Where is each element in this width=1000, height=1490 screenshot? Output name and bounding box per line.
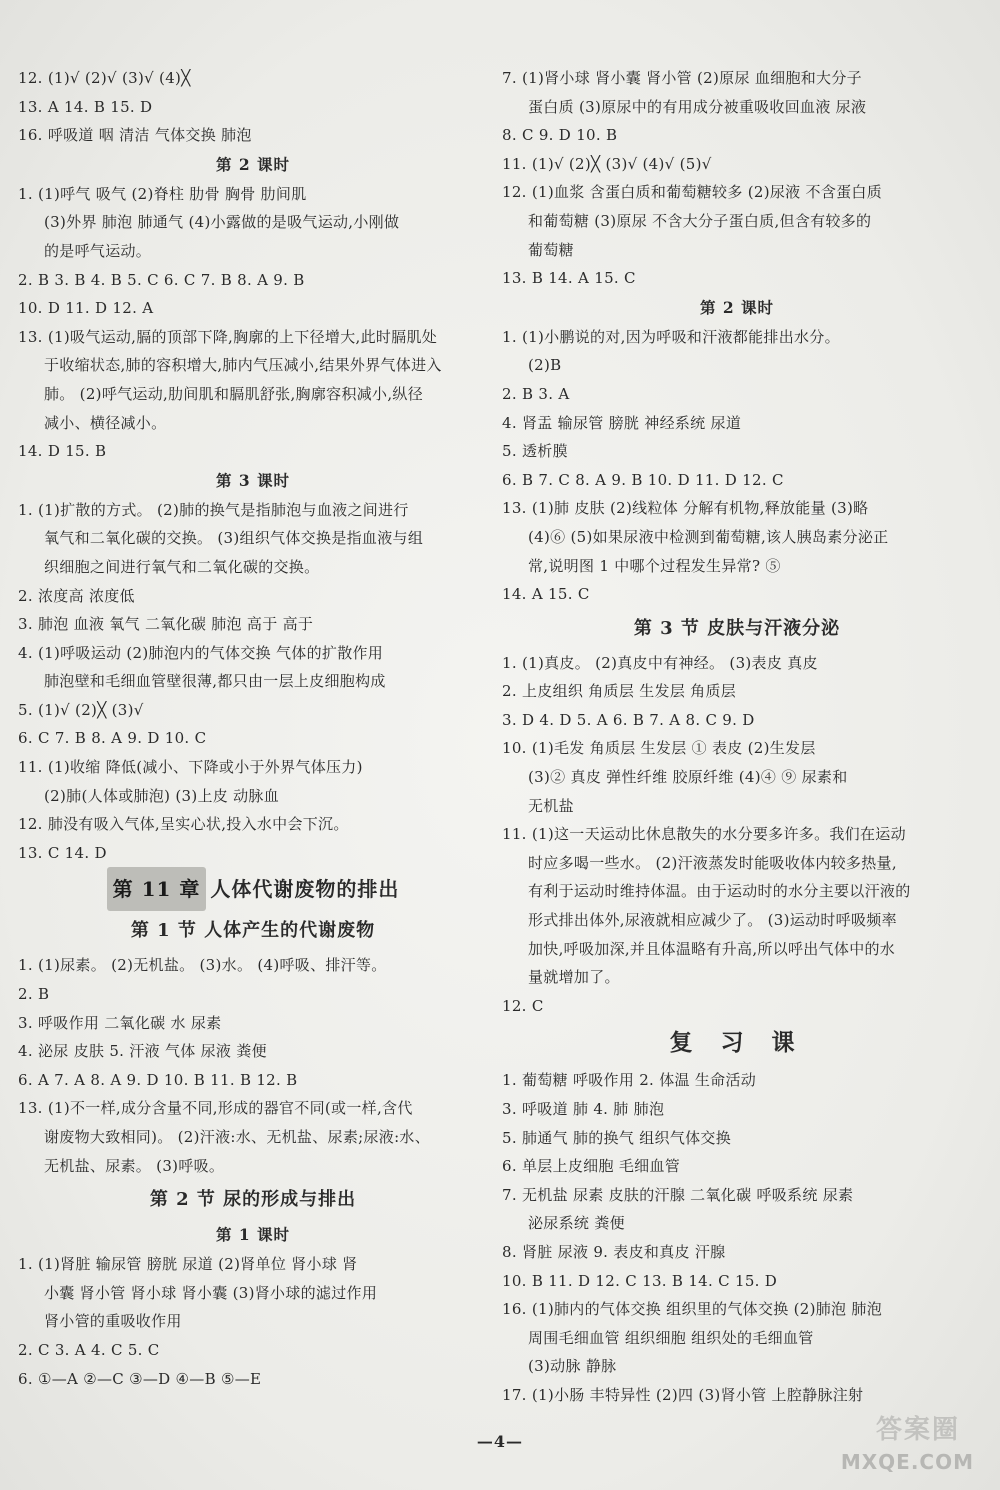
answer-line: 织细胞之间进行氧气和二氧化碳的交换。 — [44, 557, 320, 576]
right-column — [502, 64, 972, 1410]
answer-line: 13. C 14. D — [18, 843, 107, 862]
lesson-heading: 第 3 课时 — [215, 470, 291, 490]
answer-line: 16. 呼吸道 咽 清洁 气体交换 肺泡 — [18, 126, 252, 145]
answer-line: 的是呼气运动。 — [44, 241, 152, 260]
answer-line: 肺泡壁和毛细血管壁很薄,都只由一层上皮细胞构成 — [44, 672, 386, 691]
answer-line: 13. B 14. A 15. C — [502, 269, 636, 288]
answer-line: 12. 肺没有吸入气体,呈实心状,投入水中会下沉。 — [18, 815, 349, 834]
answer-line: 3. 肺泡 血液 氧气 二氧化碳 肺泡 高于 高于 — [18, 615, 314, 634]
answer-line: 8. 肾脏 尿液 9. 表皮和真皮 汗腺 — [502, 1242, 726, 1261]
answer-line: 周围毛细血管 组织细胞 组织处的毛细血管 — [528, 1328, 814, 1347]
answer-line: 11. (1)收缩 降低(减小、下降或小于外界气体压力) — [18, 758, 363, 777]
left-column — [18, 64, 488, 1393]
answer-line: 12. C — [502, 996, 544, 1015]
chapter-heading — [18, 867, 488, 911]
answer-line: 10. D 11. D 12. A — [18, 299, 154, 318]
answer-line: 13. (1)吸气运动,膈的顶部下降,胸廓的上下径增大,此时膈肌处 — [18, 327, 438, 346]
answer-line: 蛋白质 (3)原尿中的有用成分被重吸收回血液 尿液 — [528, 97, 867, 116]
answer-line: 3. D 4. D 5. A 6. B 7. A 8. C 9. D — [502, 710, 755, 729]
page-number: —4— — [476, 1432, 524, 1451]
answer-line: 3. 呼吸作用 二氧化碳 水 尿素 — [18, 1013, 222, 1032]
section-heading: 第 3 节 皮肤与汗液分泌 — [633, 617, 841, 639]
answer-line: 于收缩状态,肺的容积增大,肺内气压减小,结果外界气体进入 — [44, 356, 442, 375]
answer-line: 16. (1)肺内的气体交换 组织里的气体交换 (2)肺泡 肺泡 — [502, 1300, 883, 1319]
answer-line: 13. (1)不一样,成分含量不同,形成的器官不同(或一样,含代 — [18, 1099, 413, 1118]
answer-line: 8. C 9. D 10. B — [502, 126, 618, 145]
answer-line: 10. B 11. D 12. C 13. B 14. C 15. D — [502, 1271, 778, 1290]
answer-line: 3. 呼吸道 肺 4. 肺 肺泡 — [502, 1100, 665, 1118]
chapter-tag: 第 11 章 — [107, 867, 207, 911]
answer-line: 12. (1)血浆 含蛋白质和葡萄糖较多 (2)尿液 不含蛋白质 — [502, 183, 883, 202]
answer-line: 2. 上皮组织 角质层 生发层 角质层 — [502, 682, 737, 701]
answer-line: 2. C 3. A 4. C 5. C — [18, 1340, 160, 1359]
lesson-heading: 第 2 课时 — [699, 297, 775, 317]
answer-line: 减小、横径减小。 — [44, 413, 167, 432]
answer-line: 1. (1)肾脏 输尿管 膀胱 尿道 (2)肾单位 肾小球 肾 — [18, 1255, 358, 1274]
answer-line: 有利于运动时维持体温。由于运动时的水分主要以汗液的 — [528, 882, 911, 901]
answer-line: (2)B — [528, 356, 562, 375]
answer-line: 量就增加了。 — [528, 968, 620, 987]
answer-line: 17. (1)小肠 丰特异性 (2)四 (3)肾小管 上腔静脉注射 — [502, 1385, 864, 1404]
answer-line: 6. A 7. A 8. A 9. D 10. B 11. B 12. B — [18, 1070, 298, 1089]
answer-line: 2. B 3. B 4. B 5. C 6. C 7. B 8. A 9. B — [18, 270, 305, 289]
answer-line: 6. B 7. C 8. A 9. B 10. D 11. D 12. C — [502, 470, 784, 489]
answer-line: (4)⑥ (5)如果尿液中检测到葡萄糖,该人胰岛素分泌正 — [528, 527, 889, 546]
answer-line: 1. (1)尿素。 (2)无机盐。 (3)水。 (4)呼吸、排汗等。 — [18, 956, 387, 975]
answer-line: 4. 泌尿 皮肤 5. 汗液 气体 尿液 粪便 — [18, 1042, 267, 1061]
answer-line: 1. (1)小鹏说的对,因为呼吸和汗液都能排出水分。 — [502, 327, 840, 346]
answer-line: 1. (1)真皮。 (2)真皮中有神经。 (3)表皮 真皮 — [502, 653, 818, 672]
answer-line: 4. 肾盂 输尿管 膀胱 神经系统 尿道 — [502, 413, 742, 432]
answer-line: 无机盐、尿素。 (3)呼吸。 — [44, 1156, 225, 1175]
answer-line: 10. (1)毛发 角质层 生发层 ① 表皮 (2)生发层 — [502, 739, 816, 758]
answer-line: 无机盐 — [528, 796, 574, 815]
answer-line: 5. 透析膜 — [502, 442, 568, 461]
answer-line: 14. D 15. B — [18, 442, 107, 461]
answer-line: 2. 浓度高 浓度低 — [18, 586, 135, 605]
answer-line: 1. 葡萄糖 呼吸作用 2. 体温 生命活动 — [502, 1071, 757, 1090]
watermark-site: MXQE.COM — [840, 1450, 974, 1474]
answer-line: 4. (1)呼吸运动 (2)肺泡内的气体交换 气体的扩散作用 — [18, 643, 384, 662]
section-heading: 第 2 节 尿的形成与排出 — [149, 1189, 357, 1211]
lesson-heading: 第 2 课时 — [215, 154, 291, 174]
answer-line: 11. (1)√ (2)╳ (3)√ (4)√ (5)√ — [502, 154, 712, 173]
answer-line: 6. ①—A ②—C ③—D ④—B ⑤—E — [18, 1369, 262, 1388]
watermark-logo — [814, 1404, 984, 1482]
answer-line: 6. 单层上皮细胞 毛细血管 — [502, 1157, 681, 1176]
answer-line: 谢废物大致相同)。 (2)汗液:水、无机盐、尿素;尿液:水、 — [44, 1128, 431, 1146]
answer-line: 时应多喝一些水。 (2)汗液蒸发时能吸收体内较多热量, — [528, 853, 897, 872]
answer-line: 5. (1)√ (2)╳ (3)√ — [18, 700, 144, 719]
answer-line: 13. A 14. B 15. D — [18, 97, 153, 116]
answer-line: 形式排出体外,尿液就相应减少了。 (3)运动时呼吸频率 — [528, 911, 897, 930]
answer-line: (3)② 真皮 弹性纤维 胶原纤维 (4)④ ⑨ 尿素和 — [528, 768, 848, 787]
answer-line: 2. B 3. A — [502, 384, 570, 403]
answer-line: (3)外界 肺泡 肺通气 (4)小露做的是吸气运动,小刚做 — [44, 213, 400, 232]
review-heading: 复 习 课 — [669, 1029, 805, 1057]
answer-line: 14. A 15. C — [502, 585, 590, 604]
watermark-badge: 答案圈 — [875, 1415, 960, 1445]
answer-line: 11. (1)这一天运动比休息散失的水分要多许多。我们在运动 — [502, 825, 906, 844]
answer-line: 和葡萄糖 (3)原尿 不含大分子蛋白质,但含有较多的 — [528, 211, 872, 230]
answer-line: 葡萄糖 — [528, 240, 574, 259]
answer-line: 肾小管的重吸收作用 — [44, 1312, 182, 1331]
answer-line: 7. 无机盐 尿素 皮肤的汗腺 二氧化碳 呼吸系统 尿素 — [502, 1185, 854, 1204]
answer-line: 泌尿系统 粪便 — [528, 1214, 625, 1233]
answer-line: 肺。 (2)呼气运动,肋间肌和膈肌舒张,胸廓容积减小,纵径 — [44, 384, 424, 403]
answer-line: (2)肺(人体或肺泡) (3)上皮 动脉血 — [44, 786, 280, 805]
answer-line: 1. (1)呼气 吸气 (2)脊柱 肋骨 胸骨 肋间肌 — [18, 184, 307, 203]
chapter-title: 人体代谢废物的排出 — [210, 877, 400, 902]
answer-line: 5. 肺通气 肺的换气 组织气体交换 — [502, 1128, 732, 1147]
answer-line: 常,说明图 1 中哪个过程发生异常? ⑤ — [528, 556, 781, 575]
answer-line: 氧气和二氧化碳的交换。 (3)组织气体交换是指血液与组 — [44, 529, 424, 548]
section-heading: 第 1 节 人体产生的代谢废物 — [130, 920, 376, 942]
answer-line: 小囊 肾小管 肾小球 肾小囊 (3)肾小球的滤过作用 — [44, 1283, 378, 1302]
answer-line: 2. B — [18, 985, 50, 1004]
answer-line: 7. (1)肾小球 肾小囊 肾小管 (2)原尿 血细胞和大分子 — [502, 69, 862, 87]
answer-line: 加快,呼吸加深,并且体温略有升高,所以呼出气体中的水 — [528, 939, 896, 958]
answer-line: 6. C 7. B 8. A 9. D 10. C — [18, 729, 207, 748]
answer-line: 13. (1)肺 皮肤 (2)线粒体 分解有机物,释放能量 (3)略 — [502, 499, 869, 518]
answer-line: (3)动脉 静脉 — [528, 1357, 617, 1376]
answer-line: 12. (1)√ (2)√ (3)√ (4)╳ — [18, 69, 191, 87]
answer-line: 1. (1)扩散的方式。 (2)肺的换气是指肺泡与血液之间进行 — [18, 500, 409, 519]
lesson-heading: 第 1 课时 — [215, 1225, 291, 1245]
